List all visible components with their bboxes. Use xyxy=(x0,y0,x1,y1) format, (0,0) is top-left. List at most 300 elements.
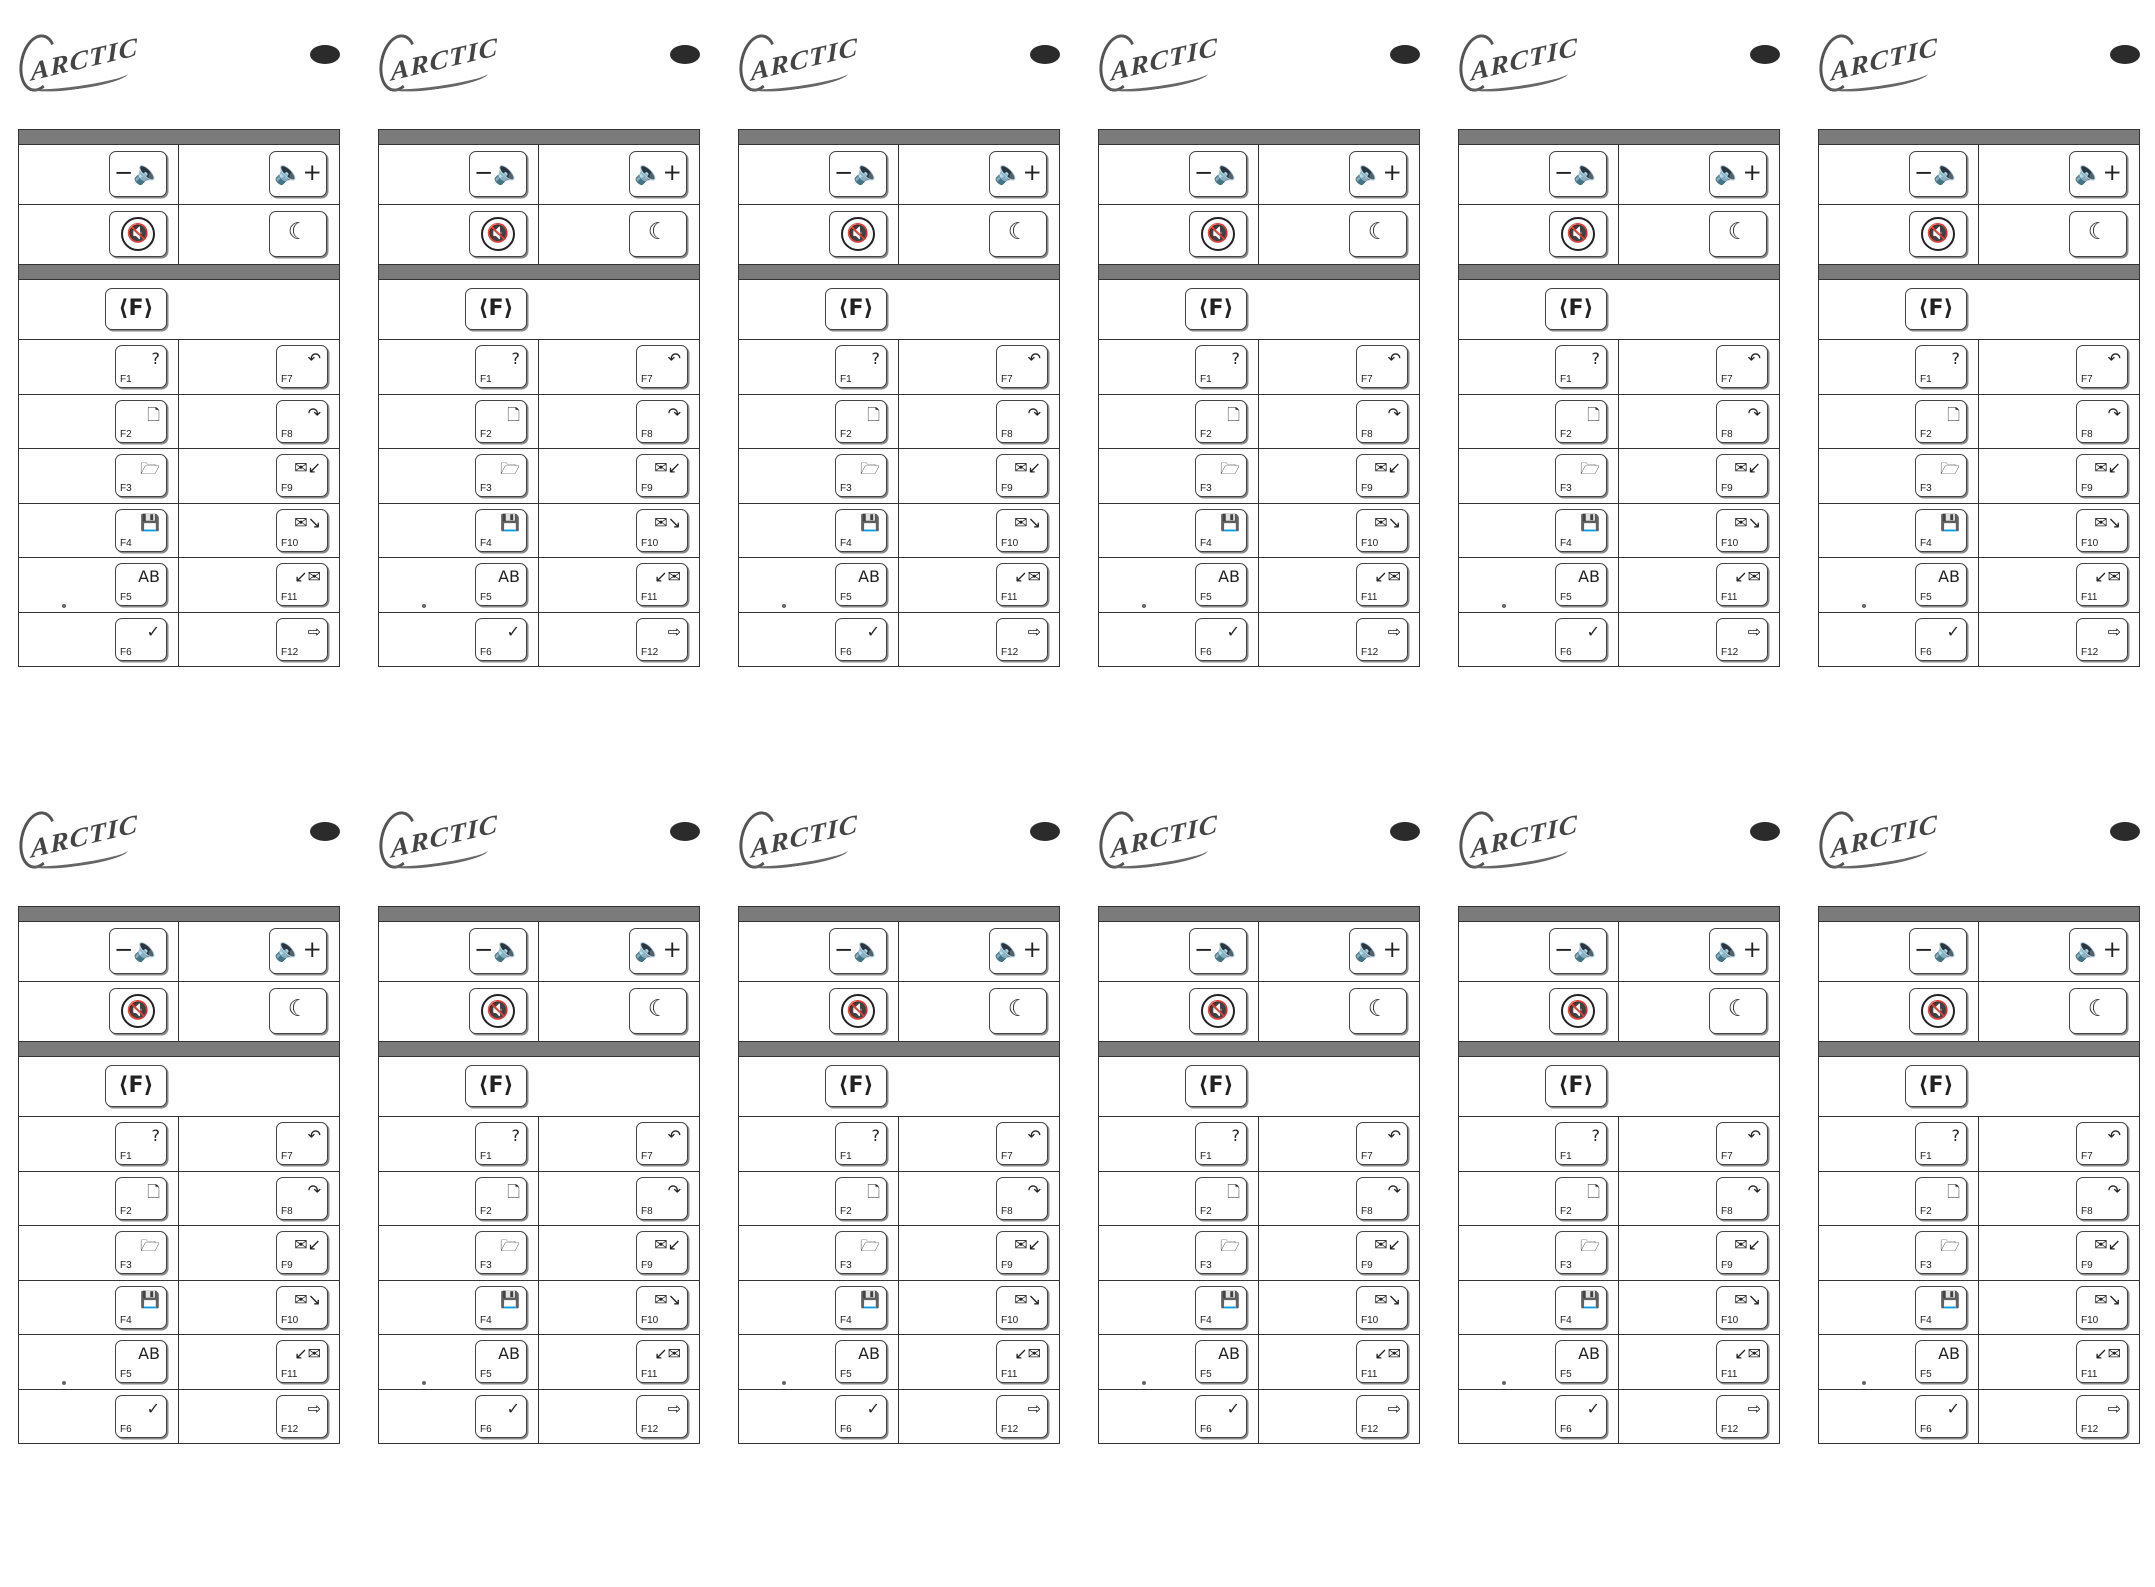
function-key-rows xyxy=(1459,340,1779,667)
function-key-right xyxy=(1356,400,1408,443)
redo-icon: ↷ xyxy=(1387,1180,1401,1200)
function-key-right xyxy=(636,1340,688,1383)
column-divider xyxy=(538,340,539,394)
volume-down-key xyxy=(469,151,527,197)
function-key-row xyxy=(1099,1281,1419,1336)
sleep-key xyxy=(629,988,687,1034)
fn-lock-icon: ⟨F⟩ xyxy=(478,296,514,321)
function-key-label: F10 xyxy=(641,537,659,549)
function-key-right xyxy=(636,1177,688,1220)
new-document-icon: 🗋 xyxy=(1947,404,1960,424)
function-key-label: F7 xyxy=(2081,1151,2093,1162)
volume-up-icon: 🔈+ xyxy=(274,160,322,186)
sleep-moon-icon: ☾ xyxy=(2087,996,2109,1022)
function-key-left xyxy=(1915,563,1967,606)
help-icon: ? xyxy=(871,349,880,368)
function-key-left xyxy=(115,1177,167,1220)
new-document-icon: 🗋 xyxy=(1947,1181,1960,1201)
column-divider xyxy=(178,449,179,503)
new-document-icon: 🗋 xyxy=(867,1181,880,1201)
undo-icon: ↶ xyxy=(2107,1126,2121,1145)
function-key-right xyxy=(1716,1395,1768,1438)
function-key-row xyxy=(1099,1117,1419,1172)
function-key-right xyxy=(276,1177,328,1220)
save-icon: 💾 xyxy=(1940,1289,1960,1309)
help-icon: ? xyxy=(1951,1126,1960,1145)
mute-key xyxy=(1189,211,1247,257)
function-key-label: F6 xyxy=(1560,1423,1572,1435)
function-key-label: F6 xyxy=(1200,646,1212,658)
sleep-key xyxy=(1709,211,1767,257)
font-size-icon: AB xyxy=(858,1344,880,1363)
function-key-rows xyxy=(1099,1117,1419,1444)
function-key-label: F7 xyxy=(1361,374,1373,385)
function-key-row xyxy=(739,449,1059,504)
function-key-row xyxy=(1099,504,1419,559)
column-divider xyxy=(898,1281,899,1335)
language-badge xyxy=(310,822,340,841)
section-bar-function xyxy=(1099,265,1419,280)
function-key-row xyxy=(739,395,1059,450)
mute-icon: 🔇 xyxy=(481,217,515,251)
function-key-rows xyxy=(379,1117,699,1444)
fn-lock-icon: ⟨F⟩ xyxy=(118,1073,154,1098)
function-key-left xyxy=(1915,1395,1967,1438)
function-key-left xyxy=(475,1286,527,1329)
function-key-left xyxy=(475,1231,527,1274)
function-key-left xyxy=(475,1177,527,1220)
function-key-label: F4 xyxy=(1200,537,1212,549)
reply-mail-icon: ✉↙ xyxy=(654,1235,681,1254)
column-divider xyxy=(178,1281,179,1335)
column-divider xyxy=(1618,613,1619,668)
volume-up-key xyxy=(989,928,1047,974)
column-divider xyxy=(1618,1390,1619,1445)
footnote-dot xyxy=(422,604,426,608)
forward-mail-icon: ✉↘ xyxy=(1014,512,1041,532)
arctic-logo xyxy=(18,803,138,873)
function-key-label: F5 xyxy=(480,1369,492,1380)
redo-icon: ↷ xyxy=(1387,403,1401,423)
send-mail-icon: ↙✉ xyxy=(654,567,681,586)
function-key-label: F7 xyxy=(1721,1151,1733,1162)
save-icon: 💾 xyxy=(860,512,880,532)
function-key-row xyxy=(1819,449,2139,504)
mute-icon: 🔇 xyxy=(1921,217,1955,251)
spell-check-icon: ✓ xyxy=(866,621,880,641)
function-key-left xyxy=(115,1286,167,1329)
volume-down-icon: −🔈 xyxy=(114,160,162,186)
function-key-label: F9 xyxy=(2081,1260,2093,1271)
column-divider xyxy=(538,504,539,558)
system-row-volume xyxy=(19,145,339,205)
send-mail-icon: ↙✉ xyxy=(294,1344,321,1363)
function-key-label: F11 xyxy=(281,1369,298,1380)
function-key-label: F10 xyxy=(1001,1314,1019,1326)
language-badge xyxy=(2110,45,2140,64)
function-key-row xyxy=(739,1117,1059,1172)
function-key-label: F11 xyxy=(1001,1369,1018,1380)
fn-lock-icon: ⟨F⟩ xyxy=(118,296,154,321)
column-divider xyxy=(538,558,539,612)
function-key-right xyxy=(2076,1286,2128,1329)
function-key-label: F5 xyxy=(840,1369,852,1380)
footnote-dot xyxy=(782,604,786,608)
function-key-label: F3 xyxy=(120,1260,132,1271)
column-divider xyxy=(178,982,179,1041)
font-size-icon: AB xyxy=(138,567,160,586)
footnote-dot xyxy=(1502,604,1506,608)
logo-word: ARCTIC xyxy=(1110,808,1219,864)
function-key-right xyxy=(996,1395,1048,1438)
column-divider xyxy=(1618,1117,1619,1171)
function-key-label: F8 xyxy=(2081,1205,2093,1217)
function-key-rows xyxy=(739,1117,1059,1444)
function-key-right xyxy=(636,345,688,388)
save-icon: 💾 xyxy=(1580,1289,1600,1309)
arctic-logo xyxy=(738,26,858,96)
function-key-right xyxy=(276,1122,328,1165)
function-key-label: F9 xyxy=(1361,1260,1373,1271)
font-size-icon: AB xyxy=(138,1344,160,1363)
forward-mail-icon: ✉↘ xyxy=(1374,512,1401,532)
function-key-left xyxy=(115,1122,167,1165)
function-key-right xyxy=(276,1340,328,1383)
function-key-label: F4 xyxy=(1560,1314,1572,1326)
function-key-left xyxy=(1195,1231,1247,1274)
function-key-left xyxy=(115,563,167,606)
send-mail-icon: ↙✉ xyxy=(1374,1344,1401,1363)
function-key-label: F3 xyxy=(1200,1260,1212,1271)
function-key-left xyxy=(1915,1340,1967,1383)
section-bar-function xyxy=(1819,265,2139,280)
function-key-row xyxy=(19,1226,339,1281)
function-key-label: F2 xyxy=(1920,428,1932,440)
function-key-row xyxy=(379,613,699,668)
function-key-right xyxy=(1716,1177,1768,1220)
help-icon: ? xyxy=(151,349,160,368)
section-bar-function xyxy=(1459,1042,1779,1057)
help-icon: ? xyxy=(511,349,520,368)
function-key-label: F9 xyxy=(281,483,293,494)
function-key-left xyxy=(835,509,887,552)
sleep-key xyxy=(989,988,1047,1034)
system-row-volume xyxy=(1819,922,2139,982)
function-key-label: F7 xyxy=(2081,374,2093,385)
function-key-right xyxy=(2076,1122,2128,1165)
help-icon: ? xyxy=(1591,349,1600,368)
font-size-icon: AB xyxy=(1938,1344,1960,1363)
function-key-label: F4 xyxy=(840,537,852,549)
column-divider xyxy=(1618,449,1619,503)
section-bar-system xyxy=(1459,130,1779,145)
function-key-label: F8 xyxy=(1361,1205,1373,1217)
keyboard-guide-card xyxy=(1098,20,1420,720)
function-key-left xyxy=(1195,1122,1247,1165)
redo-icon: ↷ xyxy=(1747,1180,1761,1200)
open-folder-icon: 🗁 xyxy=(1580,1236,1600,1255)
function-key-right xyxy=(2076,509,2128,552)
logo-word: ARCTIC xyxy=(750,31,859,87)
function-key-label: F9 xyxy=(1001,483,1013,494)
print-icon: ⇨ xyxy=(307,1398,321,1418)
function-key-label: F5 xyxy=(1200,592,1212,603)
function-key-row xyxy=(1459,449,1779,504)
column-divider xyxy=(1618,205,1619,264)
sleep-key xyxy=(269,211,327,257)
column-divider xyxy=(1978,982,1979,1041)
volume-down-key xyxy=(109,151,167,197)
spell-check-icon: ✓ xyxy=(1586,1398,1600,1418)
function-key-label: F7 xyxy=(281,1151,293,1162)
function-key-right xyxy=(1356,1395,1408,1438)
arctic-logo xyxy=(1818,26,1938,96)
column-divider xyxy=(898,1335,899,1389)
system-row-mute-sleep xyxy=(19,982,339,1042)
function-key-left xyxy=(835,1231,887,1274)
fn-lock-key xyxy=(105,1065,167,1107)
column-divider xyxy=(1618,340,1619,394)
volume-down-key xyxy=(469,928,527,974)
redo-icon: ↷ xyxy=(307,1180,321,1200)
function-key-left xyxy=(1555,454,1607,497)
function-key-label: F11 xyxy=(281,592,298,603)
volume-up-key xyxy=(269,928,327,974)
function-key-left xyxy=(115,400,167,443)
function-key-row xyxy=(379,1117,699,1172)
function-key-row xyxy=(1819,558,2139,613)
logo-word: ARCTIC xyxy=(390,808,499,864)
function-key-label: F5 xyxy=(840,592,852,603)
function-key-label: F6 xyxy=(1920,646,1932,658)
function-key-label: F9 xyxy=(1361,483,1373,494)
function-key-left xyxy=(835,618,887,661)
function-key-right xyxy=(996,345,1048,388)
function-key-right xyxy=(1716,345,1768,388)
save-icon: 💾 xyxy=(140,512,160,532)
arctic-logo xyxy=(378,803,498,873)
redo-icon: ↷ xyxy=(1027,1180,1041,1200)
function-key-left xyxy=(1915,509,1967,552)
column-divider xyxy=(538,1172,539,1226)
function-key-label: F8 xyxy=(641,1205,653,1217)
function-key-right xyxy=(2076,1395,2128,1438)
column-divider xyxy=(1618,982,1619,1041)
function-key-label: F1 xyxy=(840,1151,852,1162)
function-key-label: F8 xyxy=(281,1205,293,1217)
mute-key xyxy=(469,988,527,1034)
function-key-label: F4 xyxy=(480,537,492,549)
footnote-dot xyxy=(422,1381,426,1385)
function-key-left xyxy=(1555,1340,1607,1383)
function-key-left xyxy=(1555,1286,1607,1329)
section-bar-function xyxy=(739,265,1059,280)
function-key-left xyxy=(1915,1231,1967,1274)
save-icon: 💾 xyxy=(1940,512,1960,532)
section-bar-function xyxy=(1819,1042,2139,1057)
print-icon: ⇨ xyxy=(667,1398,681,1418)
function-key-label: F4 xyxy=(480,1314,492,1326)
function-key-label: F6 xyxy=(1200,1423,1212,1435)
function-key-left xyxy=(1915,345,1967,388)
function-key-rows xyxy=(379,340,699,667)
function-key-row xyxy=(739,1390,1059,1445)
function-key-row xyxy=(19,613,339,668)
function-key-right xyxy=(996,1122,1048,1165)
system-row-volume xyxy=(379,922,699,982)
forward-mail-icon: ✉↘ xyxy=(2094,1289,2121,1309)
redo-icon: ↷ xyxy=(1027,403,1041,423)
sleep-moon-icon: ☾ xyxy=(1727,219,1749,245)
function-key-label: F1 xyxy=(480,1151,492,1162)
redo-icon: ↷ xyxy=(307,403,321,423)
function-key-label: F12 xyxy=(641,1423,659,1435)
function-key-label: F9 xyxy=(641,1260,653,1271)
column-divider xyxy=(1618,922,1619,981)
volume-down-icon: −🔈 xyxy=(114,937,162,963)
font-size-icon: AB xyxy=(1578,1344,1600,1363)
new-document-icon: 🗋 xyxy=(147,1181,160,1201)
key-table xyxy=(18,906,340,1444)
function-key-right xyxy=(1356,1177,1408,1220)
function-key-label: F5 xyxy=(1200,1369,1212,1380)
column-divider xyxy=(1258,982,1259,1041)
spell-check-icon: ✓ xyxy=(146,1398,160,1418)
function-key-right xyxy=(996,618,1048,661)
spell-check-icon: ✓ xyxy=(1226,621,1240,641)
section-bar-system xyxy=(1819,907,2139,922)
print-icon: ⇨ xyxy=(307,621,321,641)
function-key-right xyxy=(636,509,688,552)
volume-down-icon: −🔈 xyxy=(834,937,882,963)
function-key-rows xyxy=(1099,340,1419,667)
undo-icon: ↶ xyxy=(667,1126,681,1145)
new-document-icon: 🗋 xyxy=(1587,404,1600,424)
mute-icon: 🔇 xyxy=(1921,994,1955,1028)
column-divider xyxy=(1978,340,1979,394)
function-key-row xyxy=(1459,1226,1779,1281)
function-key-left xyxy=(115,1231,167,1274)
forward-mail-icon: ✉↘ xyxy=(654,1289,681,1309)
fn-lock-row xyxy=(739,1057,1059,1117)
function-key-row xyxy=(1819,1335,2139,1390)
open-folder-icon: 🗁 xyxy=(1220,1236,1240,1255)
fn-lock-icon: ⟨F⟩ xyxy=(1198,1073,1234,1098)
print-icon: ⇨ xyxy=(2107,1398,2121,1418)
column-divider xyxy=(538,1281,539,1335)
function-key-label: F12 xyxy=(1001,1423,1019,1435)
function-key-label: F11 xyxy=(2081,1369,2098,1380)
new-document-icon: 🗋 xyxy=(1587,1181,1600,1201)
system-row-volume xyxy=(1099,145,1419,205)
function-key-row xyxy=(1459,504,1779,559)
volume-down-icon: −🔈 xyxy=(1194,937,1242,963)
font-size-icon: AB xyxy=(1578,567,1600,586)
sleep-key xyxy=(1349,211,1407,257)
column-divider xyxy=(538,922,539,981)
function-key-label: F8 xyxy=(641,428,653,440)
function-key-right xyxy=(1356,1122,1408,1165)
logo-word: ARCTIC xyxy=(750,808,859,864)
function-key-label: F11 xyxy=(1361,1369,1378,1380)
function-key-label: F1 xyxy=(1200,374,1212,385)
column-divider xyxy=(1618,145,1619,204)
undo-icon: ↶ xyxy=(1747,349,1761,368)
footnote-dot xyxy=(1862,1381,1866,1385)
function-key-row xyxy=(739,1172,1059,1227)
system-row-volume xyxy=(1099,922,1419,982)
key-table xyxy=(378,906,700,1444)
function-key-row xyxy=(1459,1281,1779,1336)
sleep-moon-icon: ☾ xyxy=(1367,996,1389,1022)
fn-lock-row xyxy=(1819,280,2139,340)
font-size-icon: AB xyxy=(498,567,520,586)
function-key-label: F3 xyxy=(1920,483,1932,494)
language-badge xyxy=(310,45,340,64)
function-key-row xyxy=(1099,449,1419,504)
fn-lock-key xyxy=(465,288,527,330)
function-key-left xyxy=(1915,618,1967,661)
function-key-label: F3 xyxy=(480,483,492,494)
fn-lock-row xyxy=(1459,280,1779,340)
column-divider xyxy=(538,395,539,449)
arctic-logo xyxy=(1818,803,1938,873)
system-row-volume xyxy=(739,922,1059,982)
fn-lock-row xyxy=(1099,280,1419,340)
keyboard-guide-card xyxy=(1818,20,2140,720)
column-divider xyxy=(1618,558,1619,612)
keyboard-guide-card xyxy=(738,20,1060,720)
footnote-dot xyxy=(1142,1381,1146,1385)
language-badge xyxy=(670,45,700,64)
key-table xyxy=(18,129,340,667)
column-divider xyxy=(538,1390,539,1445)
fn-lock-key xyxy=(465,1065,527,1107)
function-key-label: F7 xyxy=(281,374,293,385)
volume-down-icon: −🔈 xyxy=(1554,160,1602,186)
send-mail-icon: ↙✉ xyxy=(1734,567,1761,586)
function-key-label: F6 xyxy=(120,1423,132,1435)
help-icon: ? xyxy=(1231,1126,1240,1145)
function-key-left xyxy=(835,1340,887,1383)
fn-lock-icon: ⟨F⟩ xyxy=(478,1073,514,1098)
new-document-icon: 🗋 xyxy=(507,1181,520,1201)
sleep-moon-icon: ☾ xyxy=(647,219,669,245)
function-key-row xyxy=(1459,1117,1779,1172)
function-key-row xyxy=(739,558,1059,613)
volume-down-icon: −🔈 xyxy=(1914,937,1962,963)
function-key-label: F2 xyxy=(840,428,852,440)
system-row-volume xyxy=(1819,145,2139,205)
function-key-row xyxy=(1819,1390,2139,1445)
function-key-row xyxy=(739,504,1059,559)
function-key-label: F4 xyxy=(840,1314,852,1326)
function-key-row xyxy=(739,613,1059,668)
column-divider xyxy=(178,340,179,394)
volume-down-key xyxy=(1549,151,1607,197)
column-divider xyxy=(898,1390,899,1445)
new-document-icon: 🗋 xyxy=(507,404,520,424)
system-row-mute-sleep xyxy=(1099,982,1419,1042)
function-key-row xyxy=(19,558,339,613)
function-key-label: F3 xyxy=(120,483,132,494)
volume-up-icon: 🔈+ xyxy=(994,160,1042,186)
footnote-dot xyxy=(62,604,66,608)
function-key-right xyxy=(2076,1177,2128,1220)
print-icon: ⇨ xyxy=(1387,621,1401,641)
sleep-moon-icon: ☾ xyxy=(1007,996,1029,1022)
arctic-logo xyxy=(378,26,498,96)
